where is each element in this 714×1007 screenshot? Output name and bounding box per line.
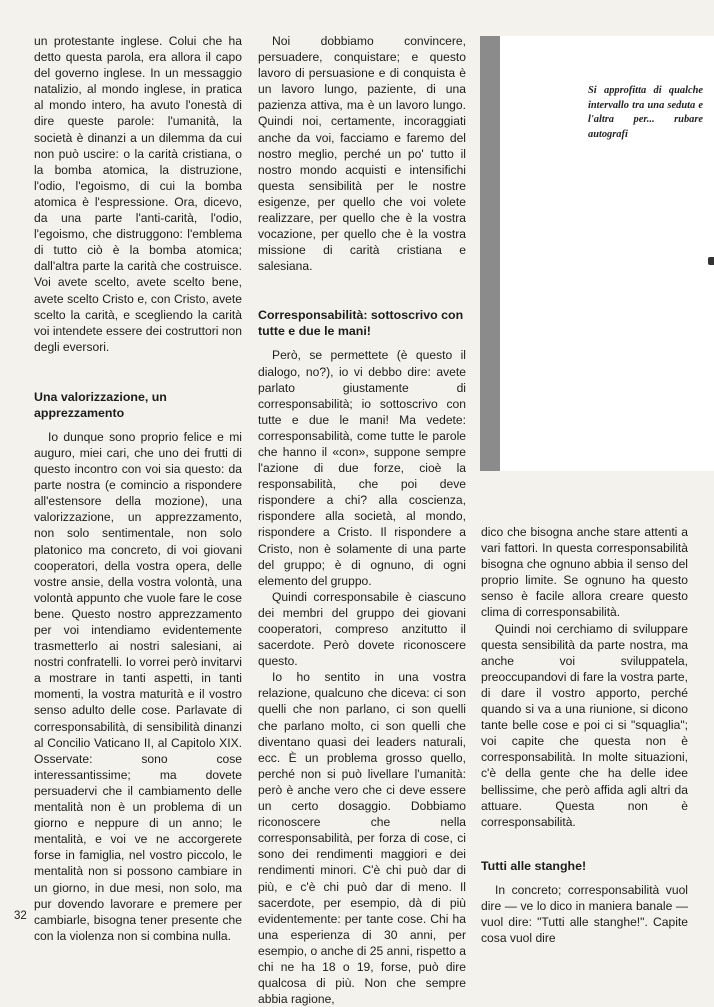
text-column-2 — [258, 33, 466, 1007]
section-heading: Una valorizzazione, un apprezzamento — [34, 389, 167, 420]
paragraph: dico che bisogna anche stare attenti a vari fattori. In questa corresponsabilità bisogna che ognuno abbia il senso del proprio limite. Se ognuno ha questo senso è facile allora creare questo clima di corresponsabilità. — [481, 525, 688, 620]
text-column-1 — [34, 33, 242, 944]
photo-area — [500, 36, 714, 471]
paragraph: Quindi noi cerchiamo di sviluppare questa sensibilità da parte nostra, ma anche voi sviluppatela, preoccupandovi di fare la vostra parte, di dare il vostro apporto, perché quando si va a una riunione, si dicono tante belle cose e poi ci si "squaglia"; voi capite che questa non è corresponsabilità. In molte situazioni, c'è della gente che ha delle idee bellissime, che però affida agli altri da attuare. Questa non è corresponsabilità. — [481, 621, 688, 829]
page-edge-mark — [708, 257, 714, 265]
paragraph: In concreto; corresponsabilità vuol dire — ve lo dico in maniera banale — vuol dire: "Tutti alle stanghe!". Capite cosa vuol dire — [481, 882, 688, 946]
text-column-3 — [481, 524, 688, 946]
page-number: 32 — [14, 910, 27, 922]
section-heading: Tutti alle stanghe! — [481, 858, 587, 873]
paragraph: Noi dobbiamo convincere, persuadere, conquistare; e questo lavoro di persuasione e di conquista è un lavoro lungo, paziente, di una pazienza attiva, ma è un lavoro lungo. Quindi noi, certamente, incoraggiati anche da voi, facciamo e faremo del nostro meglio, perché un po' tutto il nostro mondo acquisti e intensifichi questa sensibilità per le nostre esigenze, per quello che voi volete realizzare, per quello che è la vostra vocazione, per quello che è la vostra missione di carità cristiana e salesiana. — [258, 34, 466, 274]
paragraph: un protestante inglese. Colui che ha detto questa parola, era allora il capo del governo inglese. In un messaggio natalizio, al mondo inglese, in pratica al mondo intero, ha avuto l'onestà di dire queste parole: l'umanità, la società è dinanzi a un dilemma da cui non può uscire: o la carità cristiana, o la bomba atomica, la distruzione, l'odio, l'egoismo, di cui la bomba atomica è l'espressione. Ora, dicevo, da una parte l'anti-carità, l'odio, l'egoismo, che distruggono: l'emblema di tutto ciò è la bomba atomica; dall'altra parte la carità che costruisce. Voi avete scelto, avete scelto bene, avete scelto Cristo e, con Cristo, avete scelto la carità, e scegliendo la carità voi intendete essere dei costruttori non degli eversori. — [34, 34, 242, 354]
paragraph: Quindi corresponsabile è ciascuno dei membri del gruppo dei giovani cooperatori, compreso anzitutto il sacerdote. Però dovete riconoscere questo. — [258, 589, 466, 669]
paragraph: Io dunque sono proprio felice e mi auguro, miei cari, che uno dei frutti di questo incontro con voi sia questo: da parte nostra (e comincio a rispondere all'estensore della mozione), una valorizzazione, un apprezzamento, non solo sentimentale, non solo platonico ma concreto, di voi giovani cooperatori, della vostra opera, delle vostre ansie, della vostra volontà, una volontà appunto che vuole fare le cose bene. Questo nostro apprezzamento per voi intendiamo evidentemente trasmetterlo ai nostri salesiani, ai nostri confratelli. Io vorrei però invitarvi a mostrare in tanti aspetti, in tanti momenti, la vostra maturità e il vostro senso adulto delle cose. Parlavate di corresponsabilità, di sensibilità dinanzi al Concilio Vaticano II, al Capitolo XIX. Osservate: sono cose interessantissime; ma dovete persuadervi che il cambiamento delle mentalità non è un problema di un giorno e neppure di un anno; le mentalità, e voi ve ne accorgerete forse in famiglia, nel vostro piccolo, le mentalità non si possono cambiare in un giorno, in due mesi, non solo, ma pur dovendo lavorare e premere per cambiarle, bisogna tener presente che con la violenza non si combina nulla. — [34, 429, 242, 943]
section-heading: Corresponsabilità: sottoscrivo con tutte e due le mani! — [258, 308, 464, 339]
photo-caption: Si approfitta di qualche intervallo tra una seduta e l'altra per... rubare autografi — [588, 85, 703, 140]
photo-frame — [480, 36, 714, 471]
paragraph: Io ho sentito in una vostra relazione, qualcuno che diceva: ci son quelli che non parlano, ci son quelli che parlano molto, ci son quelli che diventano quasi dei leaders naturali, ecc. È un problema grosso quello, perché non si può livellare l'umanità: però è anche vero che ci deve essere un certo dosaggio. Dobbiamo riconoscere che nella corresponsabilità, per forza di cose, ci sono dei rendimenti maggiori e dei rendimenti minori. C'è chi può dar di più, e c'è chi può dar di meno. Il sacerdote, per esempio, dà di più evidentemente: per tante cose. Chi ha una esperienza di 30 anni, per esempio, o anche di 25 anni, rispetto a chi ne ha 18 o 19, forse, può dire qualcosa di più. Non che sempre abbia ragione, — [258, 670, 466, 1007]
paragraph: Però, se permettete (è questo il dialogo, no?), io vi debbo dire: avete parlato giustamente di corresponsabilità; io sottoscrivo con tutte e due le mani! Ma vedete: corresponsabilità, come tutte le parole che hanno il «con», suppone sempre l'azione di due forze, cioè la responsabilità, che poi deve rispondere a chi? alla coscienza, rispondere alla società, al mondo, rispondere a Cristo. Il rispondere a Cristo, non è solamente di una parte del gruppo; è di ognuno, di ogni elemento del gruppo. — [258, 348, 466, 588]
